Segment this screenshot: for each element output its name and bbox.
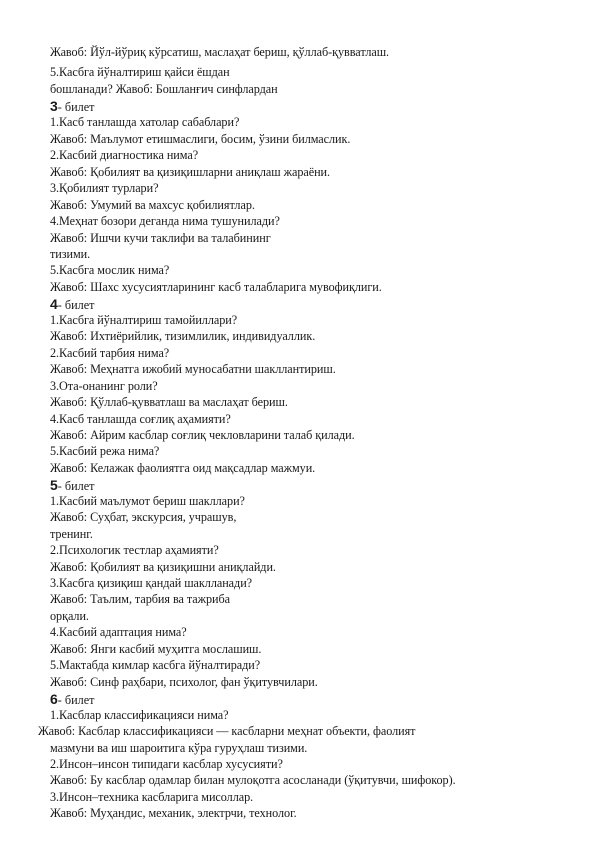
text-line: 1.Касбга йўналтириш тамойиллари? (50, 313, 238, 327)
text-line: 4.Касбий адаптация нима? (50, 625, 187, 639)
ticket-label: - билет (57, 693, 95, 707)
text-line: тренинг. (50, 527, 93, 541)
text-line: 5.Касбий режа нима? (50, 444, 160, 458)
text-line: Жавоб: Қобилият ва қизиқишларни аниқлаш жараёни. (50, 165, 331, 179)
text-line: 3.Ота-онанинг роли? (50, 379, 158, 393)
text-line: Жавоб: Маълумот етишмаслиги, босим, ўзини билмаслик. (50, 132, 351, 146)
text-line: 4.Касб танлашда соғлиқ аҳамияти? (50, 412, 231, 426)
text-line: 3.Инсон–техника касбларига мисоллар. (50, 790, 254, 804)
ticket-number: 5 (50, 477, 58, 493)
text-line: 3.Қобилият турлари? (50, 181, 159, 195)
text-line: Жавоб: Синф раҳбари, психолог, фан ўқитувчилари. (50, 675, 318, 689)
text-line: 1.Касбий маълумот бериш шакллари? (50, 494, 245, 508)
text-line: Жавоб: Шахс хусусиятларининг касб талабларига мувофиқлиги. (50, 280, 382, 294)
text-line: 5.Касбга йўналтириш қайси ёшдан (50, 65, 230, 79)
text-line: тизими. (50, 247, 91, 261)
text-line: Жавоб: Суҳбат, экскурсия, учрашув, (50, 510, 237, 524)
text-line: 2.Психологик тестлар аҳамияти? (50, 543, 219, 557)
text-line: Жавоб: Касблар классификацияси — касбларни меҳнат объекти, фаолият (38, 724, 416, 738)
text-line: Жавоб: Келажак фаолиятга оид мақсадлар мажмуи. (50, 461, 316, 475)
ticket-number: 4 (50, 296, 58, 312)
ticket-number: 3 (50, 98, 58, 114)
text-line: Жавоб: Умумий ва махсус қобилиятлар. (50, 198, 255, 212)
ticket-number: 6 (50, 691, 58, 707)
ticket-label: - билет (57, 100, 95, 114)
text-line: 5.Мактабда кимлар касбга йўналтиради? (50, 658, 261, 672)
text-line: 5.Касбга мослик нима? (50, 263, 170, 277)
text-line: Жавоб: Ишчи кучи таклифи ва талабининг (50, 231, 271, 245)
text-line: Жавоб: Қобилият ва қизиқишни аниқлайди. (50, 560, 276, 574)
text-line: бошланади? Жавоб: Бошланғич синфлардан (50, 82, 278, 96)
text-line: Жавоб: Йўл-йўриқ кўрсатиш, маслаҳат бериш, қўллаб-қувватлаш. (50, 45, 390, 59)
text-line: Жавоб: Ихтиёрийлик, тизимлилик, индивидуаллик. (50, 329, 316, 343)
ticket-label: - билет (57, 298, 95, 312)
text-line: 2.Касбий диагностика нима? (50, 148, 199, 162)
text-line: 4.Меҳнат бозори деганда нима тушунилади? (50, 214, 280, 228)
text-line: Жавоб: Айрим касблар соғлиқ чекловларини талаб қилади. (50, 428, 355, 442)
text-line: 1.Касблар классификацияси нима? (50, 708, 229, 722)
text-line: 2.Касбий тарбия нима? (50, 346, 170, 360)
text-line: Жавоб: Қўллаб-қувватлаш ва маслаҳат бериш. (50, 395, 288, 409)
text-line: 1.Касб танлашда хатолар сабаблари? (50, 115, 240, 129)
text-line: 2.Инсон–инсон типидаги касблар хусусияти? (50, 757, 283, 771)
text-line: мазмуни ва иш шароитига кўра гуруҳлаш тизими. (50, 741, 308, 755)
text-line: Жавоб: Таълим, тарбия ва тажриба (50, 592, 231, 606)
text-line: Жавоб: Янги касбий муҳитга мослашиш. (50, 642, 262, 656)
text-line: 3.Касбга қизиқиш қандай шаклланади? (50, 576, 253, 590)
text-line: Жавоб: Меҳнатга ижобий муносабатни шакллантириш. (50, 362, 336, 376)
text-line: орқали. (50, 609, 89, 623)
text-line: Жавоб: Муҳандис, механик, электрчи, технолог. (50, 806, 297, 820)
text-line: Жавоб: Бу касблар одамлар билан мулоқотга асосланади (ўқитувчи, шифокор). (50, 773, 456, 787)
ticket-label: - билет (57, 479, 95, 493)
